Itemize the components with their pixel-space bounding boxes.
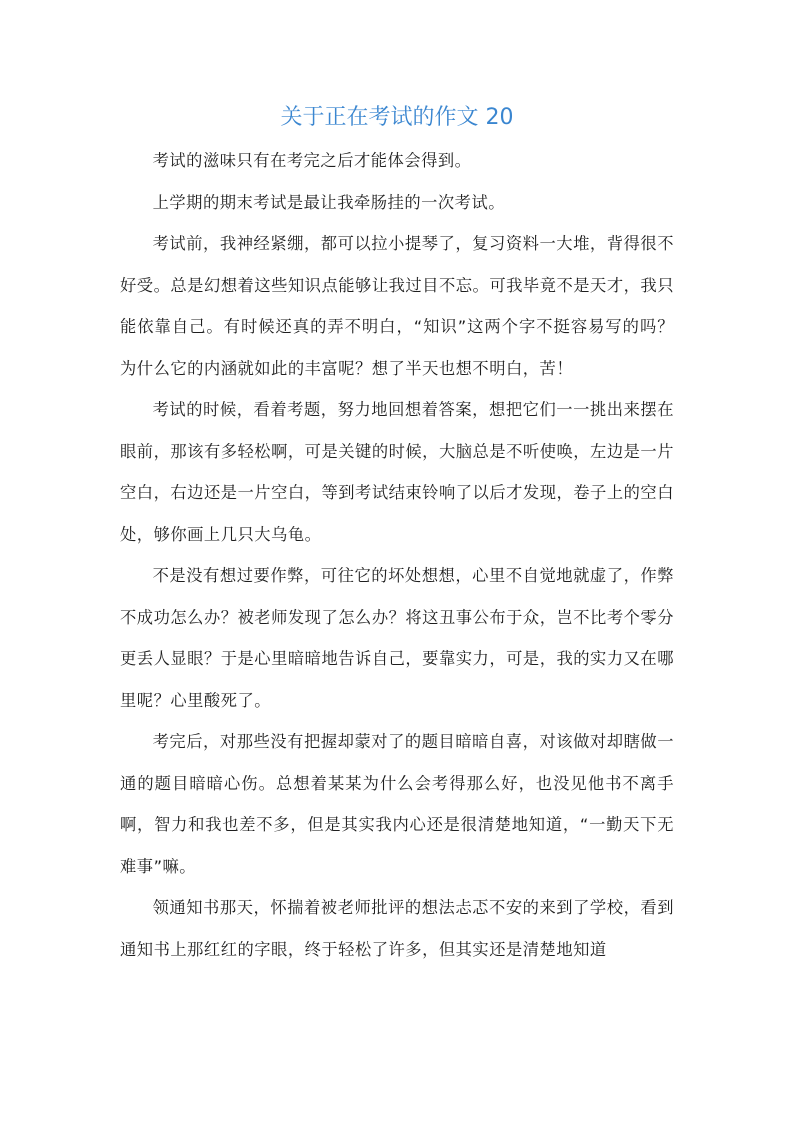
paragraph: 考试的滋味只有在考完之后才能体会得到。 (152, 151, 472, 170)
paragraph: 不是没有想过要作弊，可往它的坏处想想，心里不自觉地就虚了，作弊不成功怎么办？被老师发现了怎么办？将这丑事公布于众，岂不比考个零分更丢人显眼？于是心里暗暗地告诉自己，要靠实力，可是，我的实力又在哪里呢？心里酸死了。 (120, 566, 674, 710)
document-body (120, 140, 674, 970)
paragraph: 考完后，对那些没有把握却蒙对了的题目暗暗自喜，对该做对却瞎做一通的题目暗暗心伤。总想着某某为什么会考得那么好，也没见他书不离手啊，智力和我也差不多，但是其实我内心还是很清楚地知道，“一勤天下无难事”嘛。 (120, 732, 674, 876)
paragraph: 考试的时候，看着考题，努力地回想着答案，想把它们一一挑出来摆在眼前，那该有多轻松啊，可是关键的时候，大脑总是不听使唤，左边是一片空白，右边还是一片空白，等到考试结束铃响了以后才发现，卷子上的空白处，够你画上几只大乌龟。 (120, 400, 674, 544)
paragraph: 领通知书那天，怀揣着被老师批评的想法忐忑不安的来到了学校，看到通知书上那红红的字眼，终于轻松了许多，但其实还是清楚地知道 (120, 898, 674, 959)
document-title: 关于正在考试的作文 20 (280, 105, 514, 130)
paragraph: 上学期的期末考试是最让我牵肠挂的一次考试。 (152, 192, 506, 212)
paragraph: 考试前，我神经紧绷，都可以拉小提琴了，复习资料一大堆，背得很不好受。总是幻想着这些知识点能够让我过目不忘。可我毕竟不是天才，我只能依靠自己。有时候还真的弄不明白，“知识”这两个字不挺容易写的吗？为什么它的内涵就如此的丰富呢？想了半天也想不明白，苦！ (120, 234, 674, 378)
